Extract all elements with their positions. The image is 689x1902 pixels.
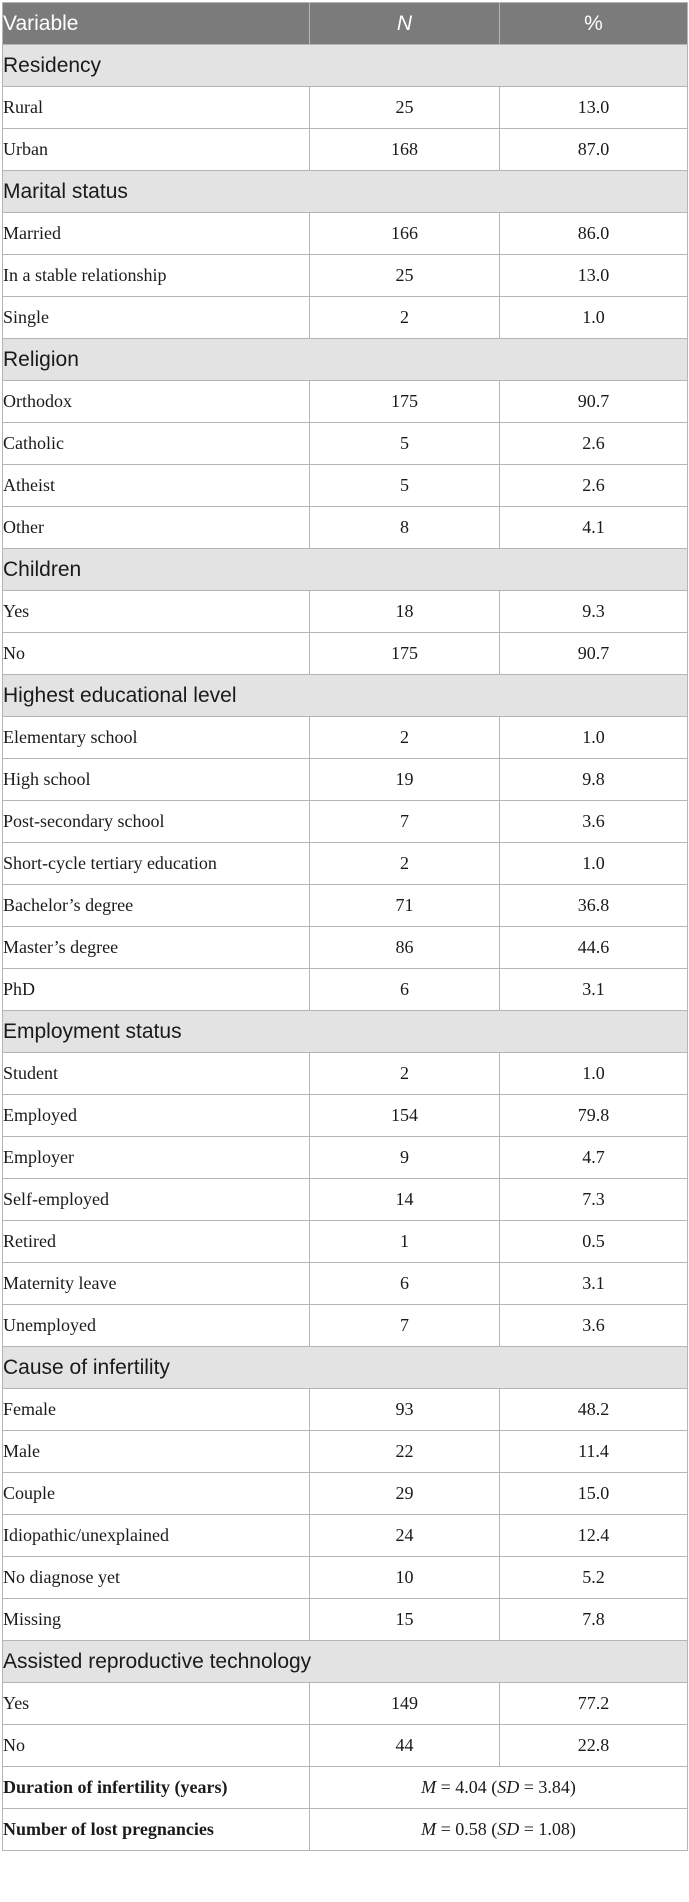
row-n: 25 bbox=[310, 87, 500, 129]
row-percent: 44.6 bbox=[500, 927, 688, 969]
group-title: Religion bbox=[3, 339, 688, 381]
row-n: 14 bbox=[310, 1179, 500, 1221]
row-n: 2 bbox=[310, 1053, 500, 1095]
row-percent: 36.8 bbox=[500, 885, 688, 927]
row-n: 7 bbox=[310, 1305, 500, 1347]
row-label: Single bbox=[3, 297, 310, 339]
row-percent: 9.3 bbox=[500, 591, 688, 633]
row-label: Male bbox=[3, 1431, 310, 1473]
row-label: Retired bbox=[3, 1221, 310, 1263]
header-row bbox=[3, 3, 688, 45]
row-n: 86 bbox=[310, 927, 500, 969]
table-row bbox=[3, 1515, 688, 1557]
row-percent: 4.1 bbox=[500, 507, 688, 549]
row-n: 9 bbox=[310, 1137, 500, 1179]
table-row bbox=[3, 1137, 688, 1179]
row-label: Catholic bbox=[3, 423, 310, 465]
row-label: Student bbox=[3, 1053, 310, 1095]
table-row bbox=[3, 1683, 688, 1725]
row-percent: 2.6 bbox=[500, 465, 688, 507]
table-row bbox=[3, 87, 688, 129]
row-n: 1 bbox=[310, 1221, 500, 1263]
row-label: No diagnose yet bbox=[3, 1557, 310, 1599]
row-label: Idiopathic/unexplained bbox=[3, 1515, 310, 1557]
table-row bbox=[3, 1263, 688, 1305]
row-label: Post-secondary school bbox=[3, 801, 310, 843]
sd-symbol: SD bbox=[497, 1819, 520, 1839]
table-row bbox=[3, 465, 688, 507]
row-percent: 1.0 bbox=[500, 717, 688, 759]
row-n: 2 bbox=[310, 843, 500, 885]
table-row bbox=[3, 1557, 688, 1599]
row-percent: 4.7 bbox=[500, 1137, 688, 1179]
row-percent: 1.0 bbox=[500, 297, 688, 339]
row-label: Elementary school bbox=[3, 717, 310, 759]
row-label: Urban bbox=[3, 129, 310, 171]
row-n: 175 bbox=[310, 381, 500, 423]
row-label: No bbox=[3, 633, 310, 675]
row-percent: 13.0 bbox=[500, 87, 688, 129]
row-label: Orthodox bbox=[3, 381, 310, 423]
row-percent: 87.0 bbox=[500, 129, 688, 171]
mean-symbol: M bbox=[421, 1777, 437, 1797]
row-label: Bachelor’s degree bbox=[3, 885, 310, 927]
row-percent: 3.1 bbox=[500, 1263, 688, 1305]
table-row bbox=[3, 255, 688, 297]
row-n: 18 bbox=[310, 591, 500, 633]
table-row bbox=[3, 1473, 688, 1515]
table-row bbox=[3, 1389, 688, 1431]
row-percent: 15.0 bbox=[500, 1473, 688, 1515]
row-label: Yes bbox=[3, 1683, 310, 1725]
table-row bbox=[3, 591, 688, 633]
row-percent: 9.8 bbox=[500, 759, 688, 801]
table-row bbox=[3, 969, 688, 1011]
row-n: 25 bbox=[310, 255, 500, 297]
stat-row bbox=[3, 1767, 688, 1809]
row-n: 71 bbox=[310, 885, 500, 927]
sd-value: = 1.08) bbox=[519, 1819, 576, 1839]
row-n: 24 bbox=[310, 1515, 500, 1557]
mean-value: = 4.04 ( bbox=[436, 1777, 498, 1797]
row-percent: 3.1 bbox=[500, 969, 688, 1011]
group-title: Cause of infertility bbox=[3, 1347, 688, 1389]
row-label: In a stable relationship bbox=[3, 255, 310, 297]
header-n: N bbox=[310, 3, 500, 45]
row-percent: 48.2 bbox=[500, 1389, 688, 1431]
group-header-row bbox=[3, 45, 688, 87]
row-label: Unemployed bbox=[3, 1305, 310, 1347]
stat-label: Duration of infertility (years) bbox=[3, 1767, 310, 1809]
row-percent: 3.6 bbox=[500, 801, 688, 843]
table-row bbox=[3, 423, 688, 465]
row-label: Married bbox=[3, 213, 310, 255]
table-row bbox=[3, 213, 688, 255]
row-label: PhD bbox=[3, 969, 310, 1011]
sd-value: = 3.84) bbox=[519, 1777, 576, 1797]
row-percent: 1.0 bbox=[500, 843, 688, 885]
row-percent: 77.2 bbox=[500, 1683, 688, 1725]
row-n: 5 bbox=[310, 465, 500, 507]
row-percent: 7.3 bbox=[500, 1179, 688, 1221]
row-percent: 1.0 bbox=[500, 1053, 688, 1095]
row-n: 166 bbox=[310, 213, 500, 255]
row-percent: 12.4 bbox=[500, 1515, 688, 1557]
stat-value bbox=[310, 1767, 688, 1809]
table-row bbox=[3, 717, 688, 759]
table-row bbox=[3, 129, 688, 171]
row-n: 15 bbox=[310, 1599, 500, 1641]
sd-symbol: SD bbox=[497, 1777, 520, 1797]
row-percent: 11.4 bbox=[500, 1431, 688, 1473]
row-n: 6 bbox=[310, 969, 500, 1011]
group-header-row bbox=[3, 1641, 688, 1683]
table-row bbox=[3, 1053, 688, 1095]
table-row bbox=[3, 1179, 688, 1221]
demographics-table bbox=[2, 2, 688, 1851]
row-label: Atheist bbox=[3, 465, 310, 507]
row-percent: 0.5 bbox=[500, 1221, 688, 1263]
table-row bbox=[3, 843, 688, 885]
mean-value: = 0.58 ( bbox=[436, 1819, 498, 1839]
group-header-row bbox=[3, 549, 688, 591]
table-row bbox=[3, 633, 688, 675]
group-header-row bbox=[3, 1011, 688, 1053]
stat-value bbox=[310, 1809, 688, 1851]
row-label: No bbox=[3, 1725, 310, 1767]
table-row bbox=[3, 507, 688, 549]
row-percent: 2.6 bbox=[500, 423, 688, 465]
row-label: Yes bbox=[3, 591, 310, 633]
group-title: Assisted reproductive technology bbox=[3, 1641, 688, 1683]
row-label: Other bbox=[3, 507, 310, 549]
row-label: Employer bbox=[3, 1137, 310, 1179]
table-row bbox=[3, 927, 688, 969]
table-row bbox=[3, 1599, 688, 1641]
row-n: 175 bbox=[310, 633, 500, 675]
table-row bbox=[3, 1431, 688, 1473]
group-header-row bbox=[3, 675, 688, 717]
row-n: 44 bbox=[310, 1725, 500, 1767]
row-label: Maternity leave bbox=[3, 1263, 310, 1305]
group-title: Residency bbox=[3, 45, 688, 87]
row-percent: 7.8 bbox=[500, 1599, 688, 1641]
mean-symbol: M bbox=[421, 1819, 437, 1839]
row-n: 93 bbox=[310, 1389, 500, 1431]
row-n: 29 bbox=[310, 1473, 500, 1515]
row-label: Self-employed bbox=[3, 1179, 310, 1221]
table-row bbox=[3, 1221, 688, 1263]
header-variable: Variable bbox=[3, 3, 310, 45]
row-label: Couple bbox=[3, 1473, 310, 1515]
group-header-row bbox=[3, 171, 688, 213]
row-percent: 90.7 bbox=[500, 633, 688, 675]
table-row bbox=[3, 1725, 688, 1767]
row-n: 22 bbox=[310, 1431, 500, 1473]
table-row bbox=[3, 801, 688, 843]
row-label: Employed bbox=[3, 1095, 310, 1137]
group-header-row bbox=[3, 339, 688, 381]
table-row bbox=[3, 1095, 688, 1137]
group-title: Highest educational level bbox=[3, 675, 688, 717]
row-n: 168 bbox=[310, 129, 500, 171]
row-n: 149 bbox=[310, 1683, 500, 1725]
row-percent: 90.7 bbox=[500, 381, 688, 423]
row-n: 19 bbox=[310, 759, 500, 801]
stat-row bbox=[3, 1809, 688, 1851]
row-n: 5 bbox=[310, 423, 500, 465]
table-body bbox=[3, 45, 688, 1851]
table-row bbox=[3, 885, 688, 927]
group-header-row bbox=[3, 1347, 688, 1389]
row-n: 10 bbox=[310, 1557, 500, 1599]
row-label: Female bbox=[3, 1389, 310, 1431]
table-row bbox=[3, 381, 688, 423]
row-label: Missing bbox=[3, 1599, 310, 1641]
row-label: Short-cycle tertiary education bbox=[3, 843, 310, 885]
row-percent: 22.8 bbox=[500, 1725, 688, 1767]
table-row bbox=[3, 1305, 688, 1347]
row-label: Rural bbox=[3, 87, 310, 129]
row-n: 6 bbox=[310, 1263, 500, 1305]
row-n: 7 bbox=[310, 801, 500, 843]
stat-label: Number of lost pregnancies bbox=[3, 1809, 310, 1851]
row-percent: 79.8 bbox=[500, 1095, 688, 1137]
row-percent: 3.6 bbox=[500, 1305, 688, 1347]
row-n: 8 bbox=[310, 507, 500, 549]
header-percent: % bbox=[500, 3, 688, 45]
row-n: 2 bbox=[310, 297, 500, 339]
table-row bbox=[3, 297, 688, 339]
row-label: Master’s degree bbox=[3, 927, 310, 969]
row-label: High school bbox=[3, 759, 310, 801]
group-title: Marital status bbox=[3, 171, 688, 213]
table-row bbox=[3, 759, 688, 801]
group-title: Employment status bbox=[3, 1011, 688, 1053]
row-n: 2 bbox=[310, 717, 500, 759]
row-n: 154 bbox=[310, 1095, 500, 1137]
row-percent: 5.2 bbox=[500, 1557, 688, 1599]
group-title: Children bbox=[3, 549, 688, 591]
row-percent: 13.0 bbox=[500, 255, 688, 297]
row-percent: 86.0 bbox=[500, 213, 688, 255]
